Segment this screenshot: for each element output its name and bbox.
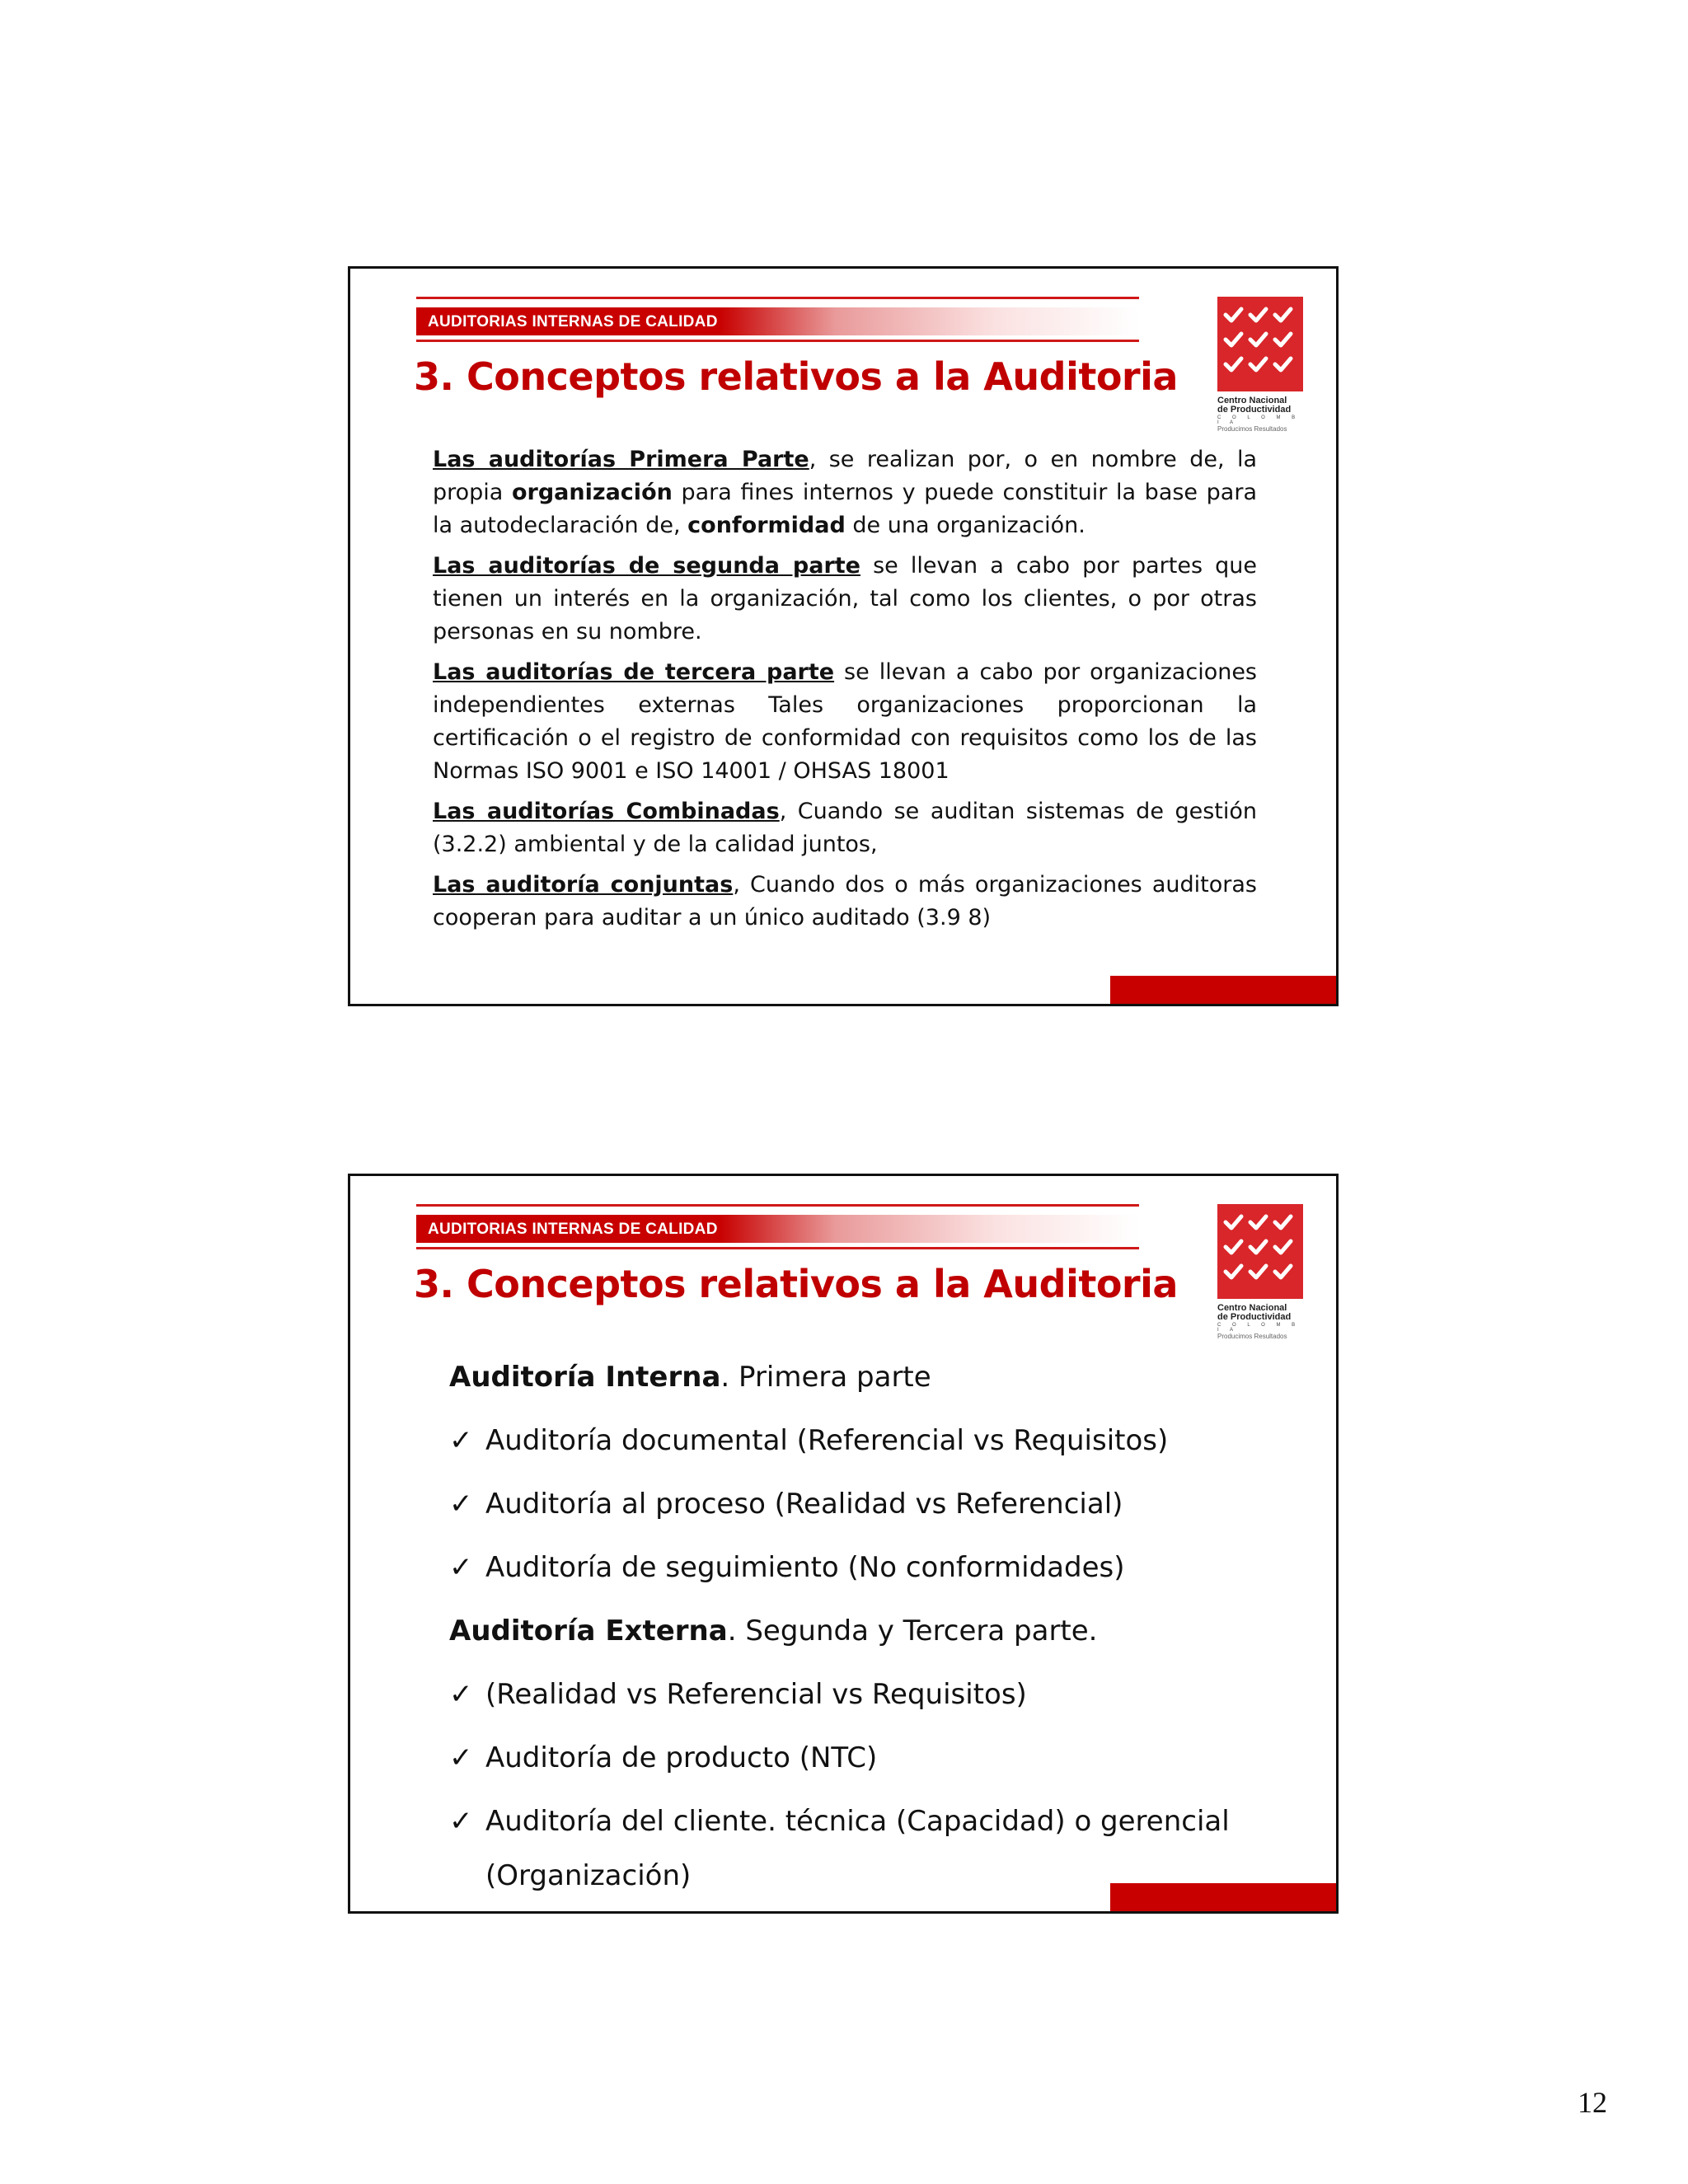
header-rule-top: [416, 297, 1139, 299]
logo-country: C O L O M B I A: [1217, 415, 1301, 425]
paragraph-combinadas: Las auditorías Combinadas, Cuando se auditan sistemas de gestión (3.2.2) ambiental y de la calidad juntos,: [433, 799, 1257, 857]
header-rule-bottom: [416, 1247, 1139, 1249]
page-number: 12: [1578, 2086, 1607, 2119]
paragraph-segunda-parte: Las auditorías de segunda parte se llevan a cabo por partes que tienen un interés en la organización, tal como los clientes, o por otras personas en su nombre.: [433, 553, 1257, 644]
header-rule-bottom: [416, 340, 1139, 342]
slide-1: [348, 266, 1339, 1006]
logo: [1217, 1204, 1308, 1340]
logo-name: Centro Nacional de Productividad: [1217, 396, 1292, 415]
check-icon: ✓: [449, 1805, 473, 1838]
logo: [1217, 297, 1308, 433]
term: Las auditorías Combinadas: [433, 799, 780, 824]
list-item: ✓ Auditoría al proceso (Realidad vs Referencial): [449, 1488, 1123, 1521]
checkmarks-icon: [1217, 1204, 1303, 1299]
list-item: ✓ Auditoría de seguimiento (No conformidades): [449, 1551, 1125, 1584]
list-item: ✓ Auditoría documental (Referencial vs Requisitos): [449, 1424, 1169, 1457]
term: Las auditorías de segunda parte: [433, 553, 860, 579]
term: Las auditoría conjuntas: [433, 872, 734, 898]
slide-2: [348, 1174, 1339, 1914]
corner-accent: [1110, 976, 1336, 1004]
header-label: AUDITORIAS INTERNAS DE CALIDAD: [428, 1221, 718, 1238]
header-bar: [416, 1215, 1139, 1243]
check-icon: ✓: [449, 1488, 473, 1521]
check-icon: ✓: [449, 1741, 473, 1774]
term: Las auditorías Primera Parte: [433, 447, 809, 472]
term: Las auditorías de tercera parte: [433, 659, 835, 685]
slide-title: 3. Conceptos relativos a la Auditoria: [414, 354, 1178, 399]
logo-slogan: Producimos Resultados: [1217, 425, 1287, 433]
list-item: ✓ Auditoría de producto (NTC): [449, 1741, 878, 1774]
check-icon: ✓: [449, 1424, 473, 1457]
slide-title: 3. Conceptos relativos a la Auditoria: [414, 1262, 1178, 1306]
check-icon: ✓: [449, 1678, 473, 1711]
list-item: ✓ Auditoría del cliente. técnica (Capacidad) o gerencial: [449, 1805, 1230, 1838]
list-item: ✓ (Realidad vs Referencial vs Requisitos): [449, 1678, 1027, 1711]
list-item-continuation: (Organización): [485, 1859, 692, 1892]
logo-country: C O L O M B I A: [1217, 1323, 1301, 1333]
paragraph-conjuntas: Las auditoría conjuntas, Cuando dos o más organizaciones auditoras cooperan para auditar a un único auditado (3.9 8): [433, 872, 1257, 930]
header-bar: [416, 307, 1139, 335]
corner-accent: [1110, 1883, 1336, 1911]
check-icon: ✓: [449, 1551, 473, 1584]
paragraph-primera-parte: Las auditorías Primera Parte, se realizan por, o en nombre de, la propia organización para fines internos y puede constituir la base para la autodeclaración de, conformidad de una organización.: [433, 447, 1257, 538]
header-label: AUDITORIAS INTERNAS DE CALIDAD: [428, 313, 718, 330]
header-rule-top: [416, 1204, 1139, 1207]
logo-slogan: Producimos Resultados: [1217, 1333, 1287, 1340]
checkmarks-icon: [1217, 297, 1303, 391]
paragraph-tercera-parte: Las auditorías de tercera parte se llevan a cabo por organizaciones independientes externas Tales organizaciones proporcionan la certificación o el registro de conformidad con requisitos como los de las Normas ISO 9001 e ISO 14001 / OHSAS 18001: [433, 659, 1258, 784]
slide-body: [433, 443, 1257, 942]
slide-body: [449, 1361, 1273, 1909]
section-internal: Auditoría Interna. Primera parte: [449, 1361, 931, 1394]
logo-name: Centro Nacional de Productividad: [1217, 1303, 1292, 1322]
section-external: Auditoría Externa. Segunda y Tercera parte.: [449, 1615, 1098, 1647]
